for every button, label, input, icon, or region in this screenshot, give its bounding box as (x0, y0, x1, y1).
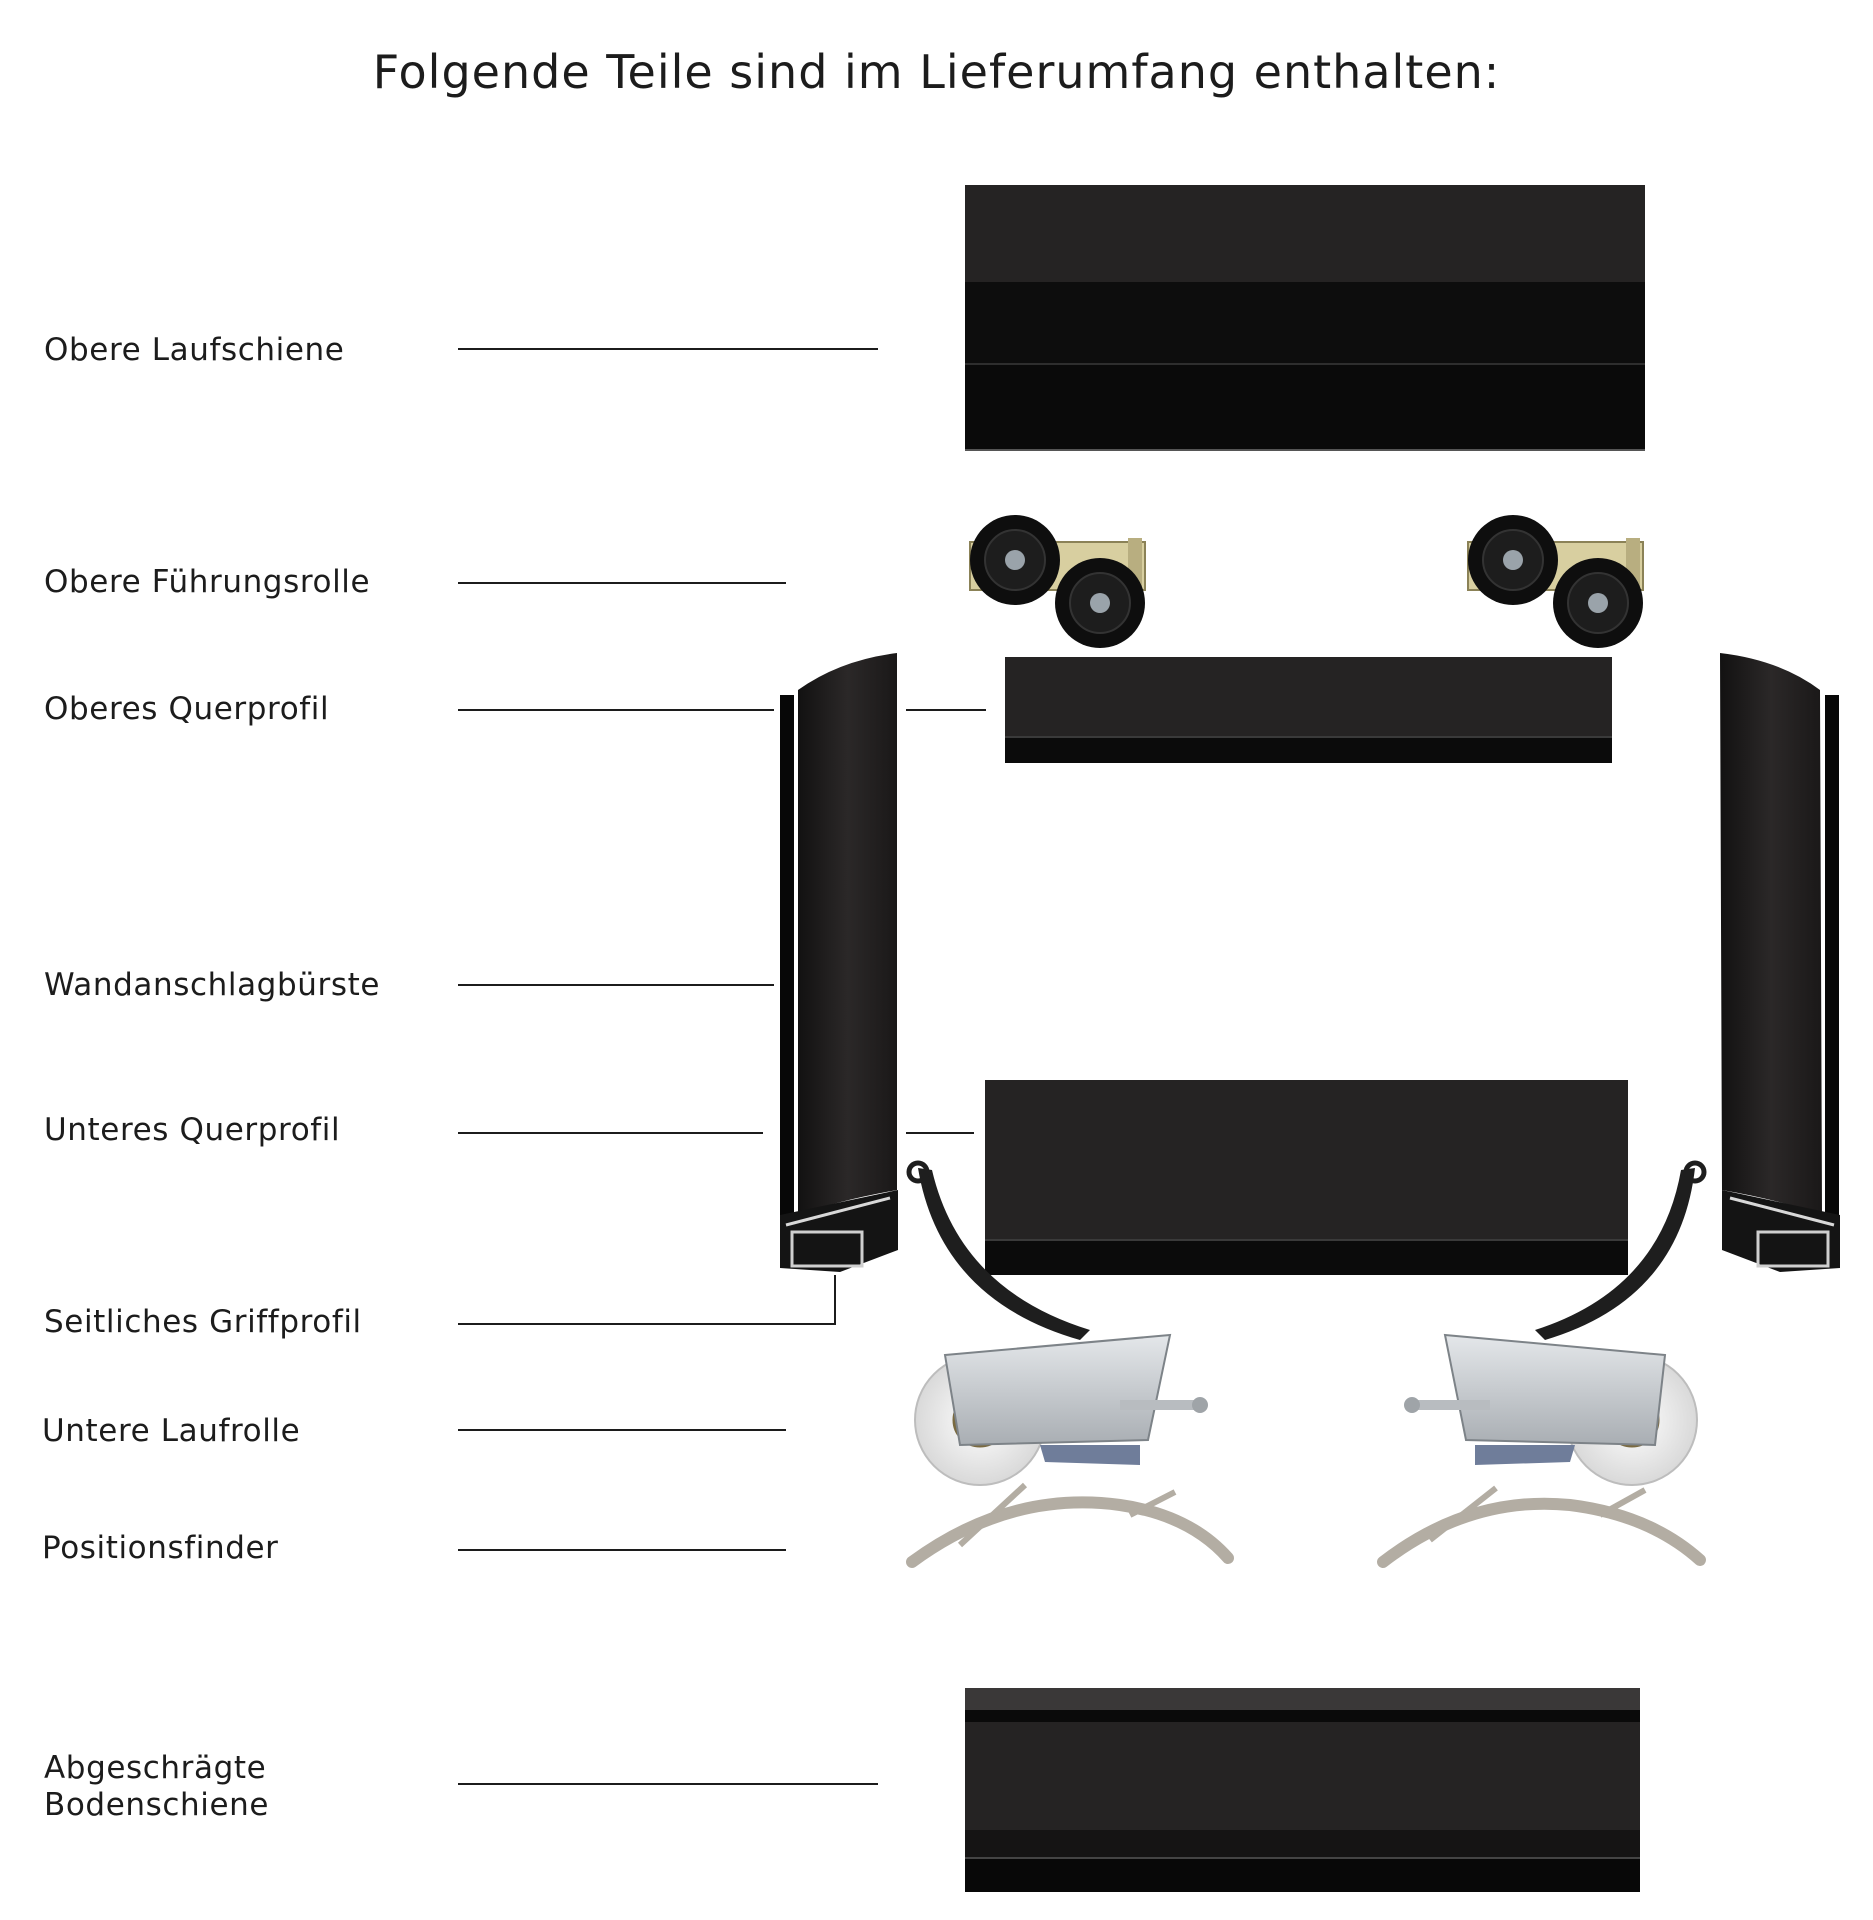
lower-cross-profile (985, 1080, 1628, 1275)
upper-cross-profile (1005, 657, 1612, 763)
label-wandanschlagbuerste: Wandanschlagbürste (44, 967, 381, 1003)
label-oberes-querprofil: Oberes Querprofil (44, 691, 330, 727)
label-line-2: Bodenschiene (44, 1787, 270, 1823)
side-handle-profile-left (780, 653, 898, 1272)
label-positionsfinder: Positionsfinder (42, 1530, 279, 1566)
label-line-1: Abgeschrägte (44, 1750, 267, 1786)
upper-guide-roller-right (1468, 515, 1643, 648)
label-obere-laufschiene: Obere Laufschiene (44, 332, 345, 368)
page-title: Folgende Teile sind im Lieferumfang enthalten: (372, 45, 1501, 99)
upper-guide-roller-left (970, 515, 1145, 648)
position-finder-left (912, 1485, 1228, 1562)
label-seitliches-griffprofil: Seitliches Griffprofil (44, 1304, 362, 1340)
side-handle-profile-right (1720, 653, 1840, 1272)
label-obere-fuehrungsrolle: Obere Führungsrolle (44, 564, 371, 600)
upper-rail (965, 185, 1645, 450)
label-untere-laufrolle: Untere Laufrolle (42, 1413, 301, 1449)
label-unteres-querprofil: Unteres Querprofil (44, 1112, 341, 1148)
position-finder-right (1383, 1488, 1700, 1562)
sloped-floor-rail (965, 1688, 1640, 1892)
